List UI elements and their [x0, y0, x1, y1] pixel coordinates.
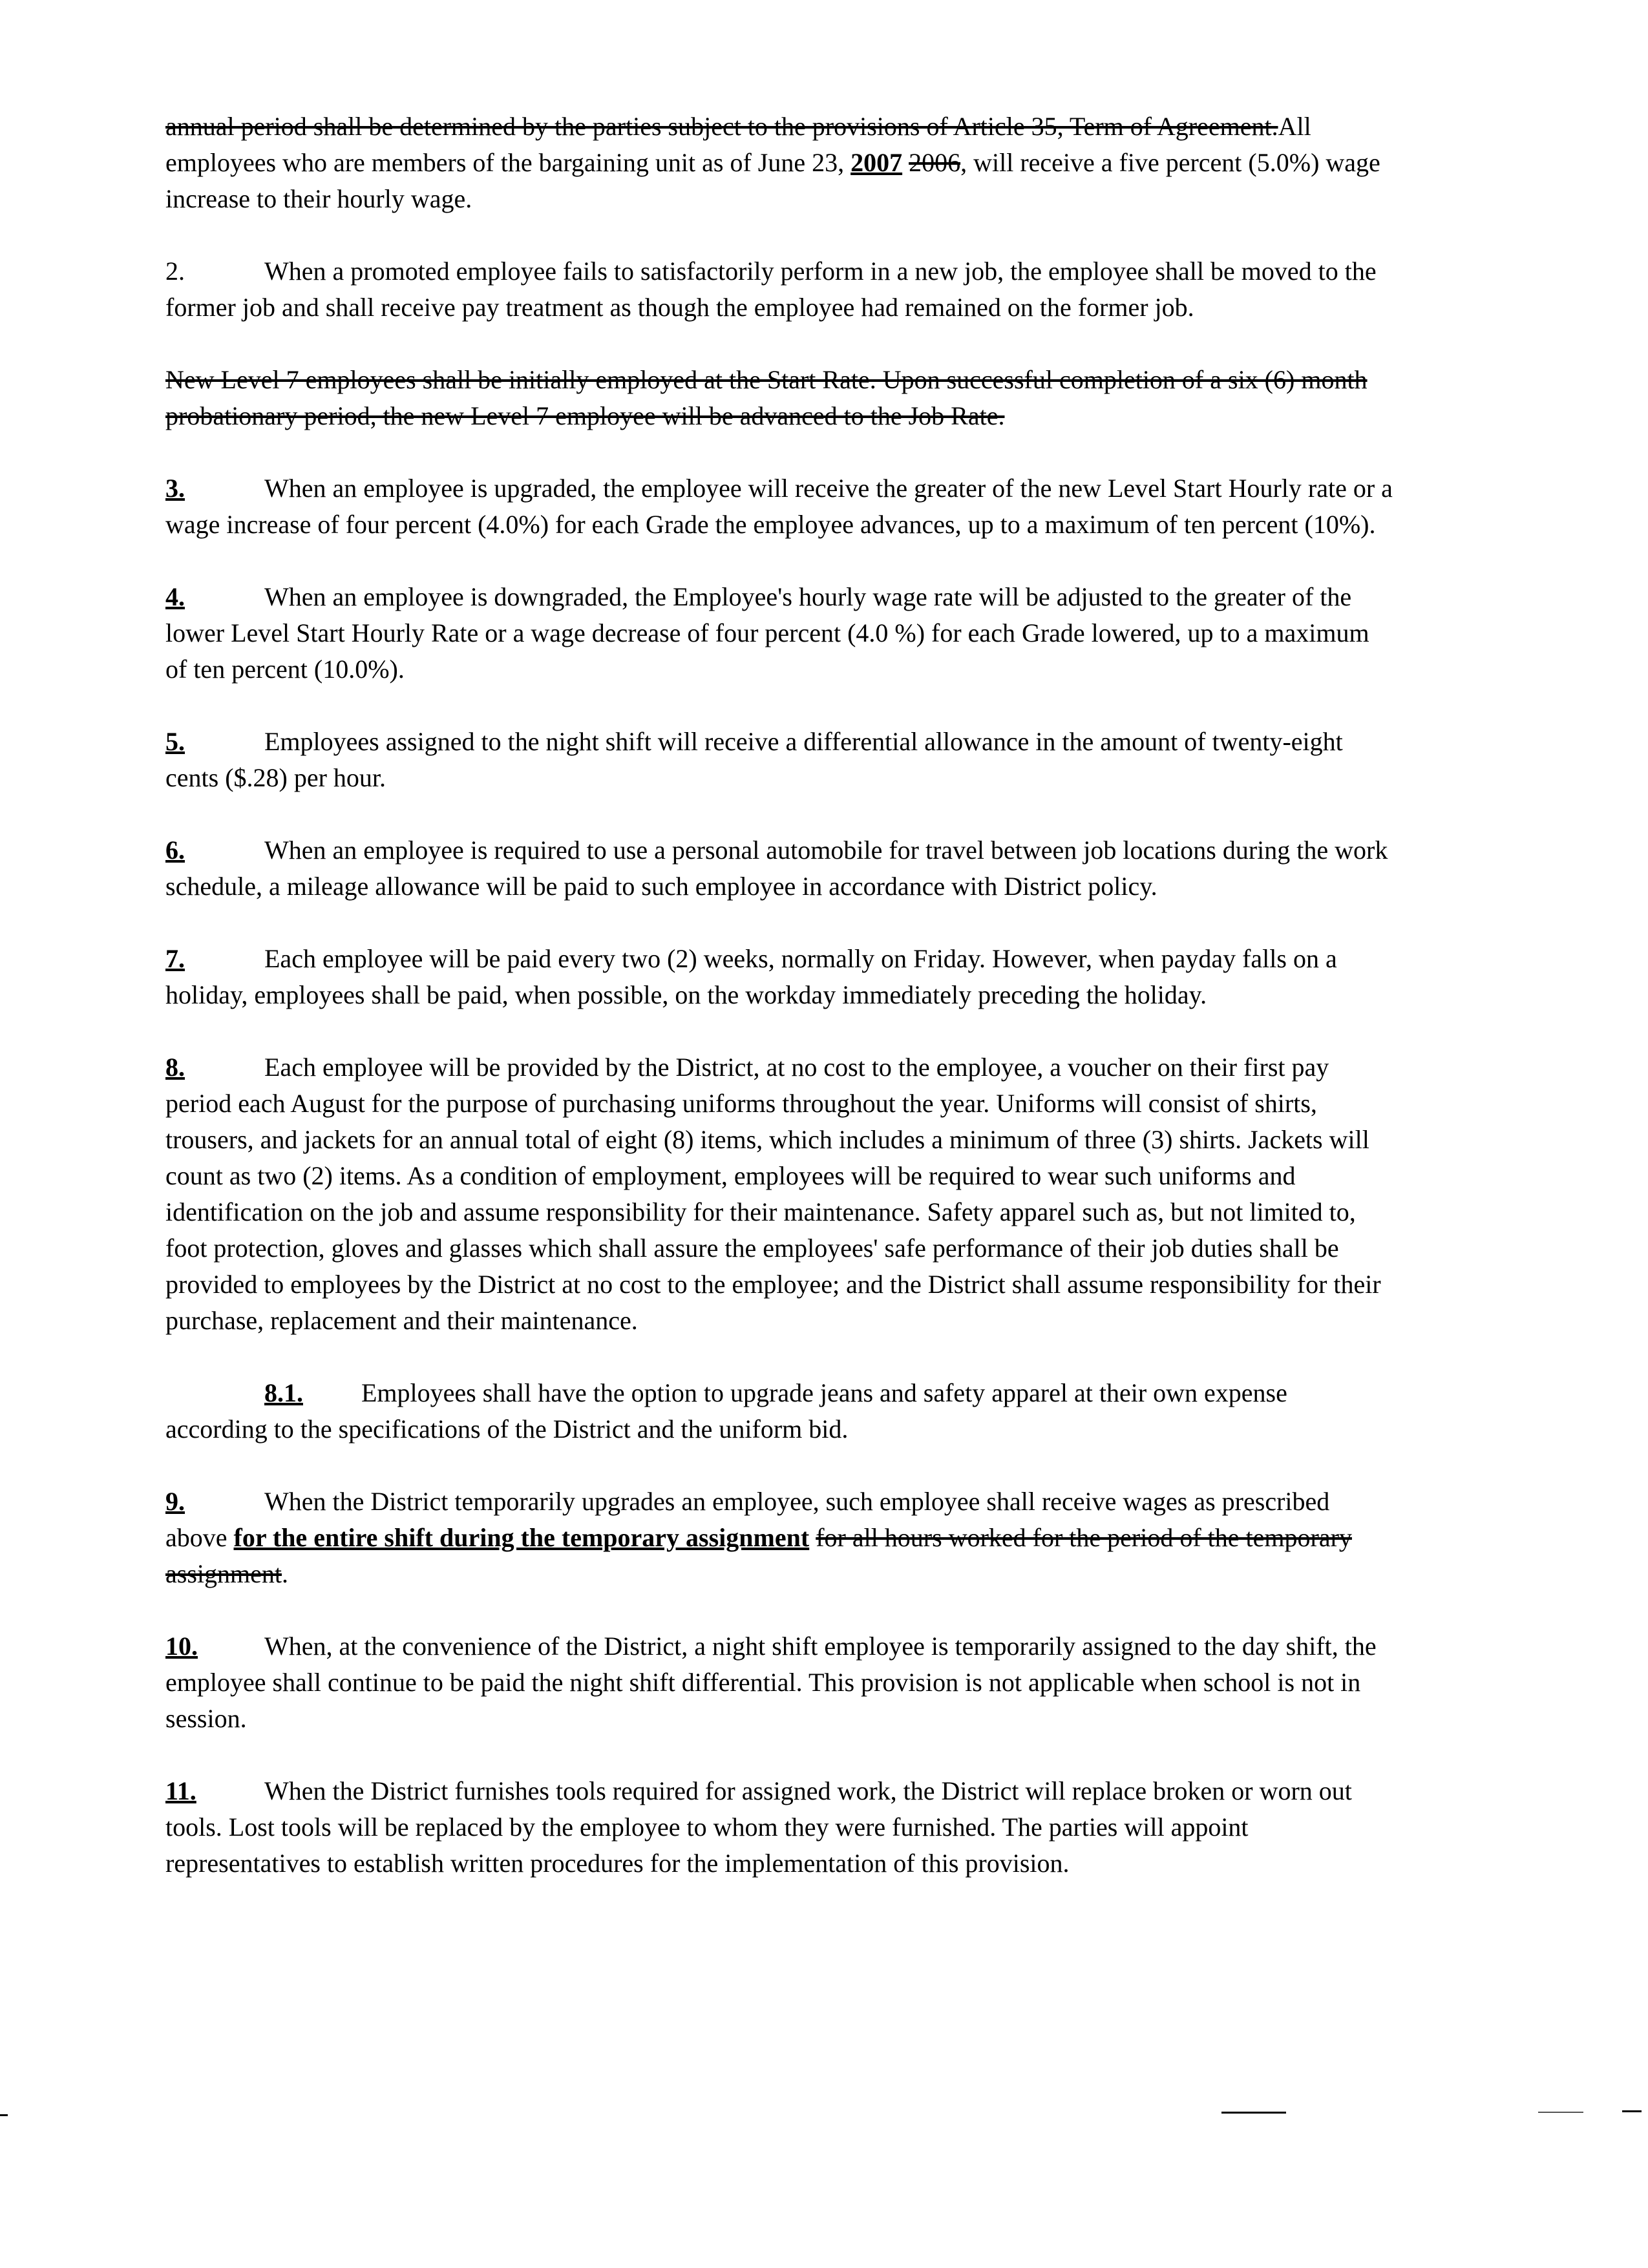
- scan-artifact: [1622, 2110, 1642, 2112]
- paragraph-7: [165, 941, 1393, 1013]
- document-page: [165, 109, 1393, 1918]
- paragraph-number: 9.: [165, 1487, 185, 1516]
- paragraph-text: When a promoted employee fails to satisfactorily perform in a new job, the employee shall be moved to the former job and shall receive pay treatment as though the employee had remained on the former job.: [165, 257, 1377, 322]
- paragraph-3: [165, 470, 1393, 543]
- intro-paragraph: [165, 109, 1393, 217]
- intro-text: All employees who are members of the bargaining unit as of June 23,: [165, 112, 1311, 177]
- paragraph-8: [165, 1049, 1393, 1339]
- paragraph-text: When, at the convenience of the District, a night shift employee is temporarily assigned to the day shift, the employee shall continue to be paid the night shift differential. This provision is not applicable when school is not in session.: [165, 1632, 1377, 1733]
- paragraph-text: When the District furnishes tools required for assigned work, the District will replace broken or worn out tools. Lost tools will be replaced by the employee to whom they were furnished. The parties will appoint representatives to establish written procedures for the implementation of this provision.: [165, 1776, 1352, 1878]
- deleted-paragraph: New Level 7 employees shall be initially employed at the Start Rate. Upon successful completion of a six (6) month probationary period, the new Level 7 employee will be advanced to the Job Rate.: [165, 365, 1368, 430]
- paragraph-5: [165, 724, 1393, 796]
- paragraph-number: 11.: [165, 1776, 196, 1805]
- scan-artifact: [1538, 2112, 1583, 2113]
- paragraph-8-1: [165, 1375, 1393, 1447]
- paragraph-text: Employees assigned to the night shift will receive a differential allowance in the amount of twenty-eight cents ($.28) per hour.: [165, 727, 1343, 792]
- scan-artifact: [0, 2114, 8, 2116]
- paragraph-11: [165, 1773, 1393, 1882]
- paragraph-number: 3.: [165, 474, 185, 503]
- paragraph-text: Employees shall have the option to upgrade jeans and safety apparel at their own expense according to the specifications of the District and the uniform bid.: [165, 1378, 1287, 1444]
- paragraph-text: When an employee is upgraded, the employee will receive the greater of the new Level Start Hourly rate or a wage increase of four percent (4.0%) for each Grade the employee advances, up to a maximum of ten percent (10%).: [165, 474, 1393, 539]
- paragraph-number: 7.: [165, 944, 185, 973]
- paragraph-9: 9. When the District temporarily upgrades an employee, such employee shall receive wages as prescribed above for the entire shift during the temporary assignment for all hours worked for the period of the temporary assignment.: [165, 1484, 1393, 1592]
- paragraph-number: 10.: [165, 1632, 198, 1661]
- paragraph-number: 6.: [165, 835, 185, 865]
- inserted-text: for the entire shift during the temporary assignment: [233, 1523, 810, 1552]
- paragraph-text: Each employee will be paid every two (2) weeks, normally on Friday. However, when payday falls on a holiday, employees shall be paid, when possible, on the workday immediately preceding the holiday.: [165, 944, 1337, 1009]
- paragraph-text: When an employee is required to use a personal automobile for travel between job locations during the work schedule, a mileage allowance will be paid to such employee in accordance with District policy.: [165, 835, 1388, 901]
- paragraph-number: 4.: [165, 582, 185, 611]
- deleted-year: 2006: [909, 148, 961, 177]
- paragraph-number: 5.: [165, 727, 185, 756]
- paragraph-text: When the District temporarily upgrades an employee, such employee shall receive wages as prescribed above: [165, 1487, 1330, 1552]
- paragraph-10: [165, 1628, 1393, 1737]
- paragraph-number: 8.1.: [264, 1378, 303, 1407]
- paragraph-4: [165, 579, 1393, 688]
- scan-artifact: [1221, 2112, 1286, 2114]
- paragraph-6: [165, 832, 1393, 905]
- paragraph-text: When an employee is downgraded, the Employee's hourly wage rate will be adjusted to the greater of the lower Level Start Hourly Rate or a wage decrease of four percent (4.0 %) for each Grade lowered, up to a maximum of ten percent (10.0%).: [165, 582, 1369, 684]
- paragraph-number: 2.: [165, 257, 185, 286]
- paragraph-2: [165, 253, 1393, 326]
- paragraph-number: 8.: [165, 1053, 185, 1082]
- deleted-text: annual period shall be determined by the parties subject to the provisions of Article 35, Term of Agreement.: [165, 112, 1278, 141]
- paragraph-text: Each employee will be provided by the District, at no cost to the employee, a voucher on their first pay period each August for the purpose of purchasing uniforms throughout the year. Uniforms will consist of shirts, trousers, and jackets for an annual total of eight (8) items, which includes a minimum of three (3) shirts. Jackets will count as two (2) items. As a condition of employment, employees will be required to wear such uniforms and identification on the job and assume responsibility for their maintenance. Safety apparel such as, but not limited to, foot protection, gloves and glasses which shall assure the employees' safe performance of their job duties shall be provided to employees by the District at no cost to the employee; and the District shall assume responsibility for their purchase, replacement and their maintenance.: [165, 1053, 1381, 1335]
- intro-text-2: , will receive a five percent (5.0%) wage increase to their hourly wage.: [165, 148, 1380, 213]
- deleted-text: for all hours worked for the period of the temporary assignment: [165, 1523, 1352, 1588]
- inserted-year: 2007: [850, 148, 903, 177]
